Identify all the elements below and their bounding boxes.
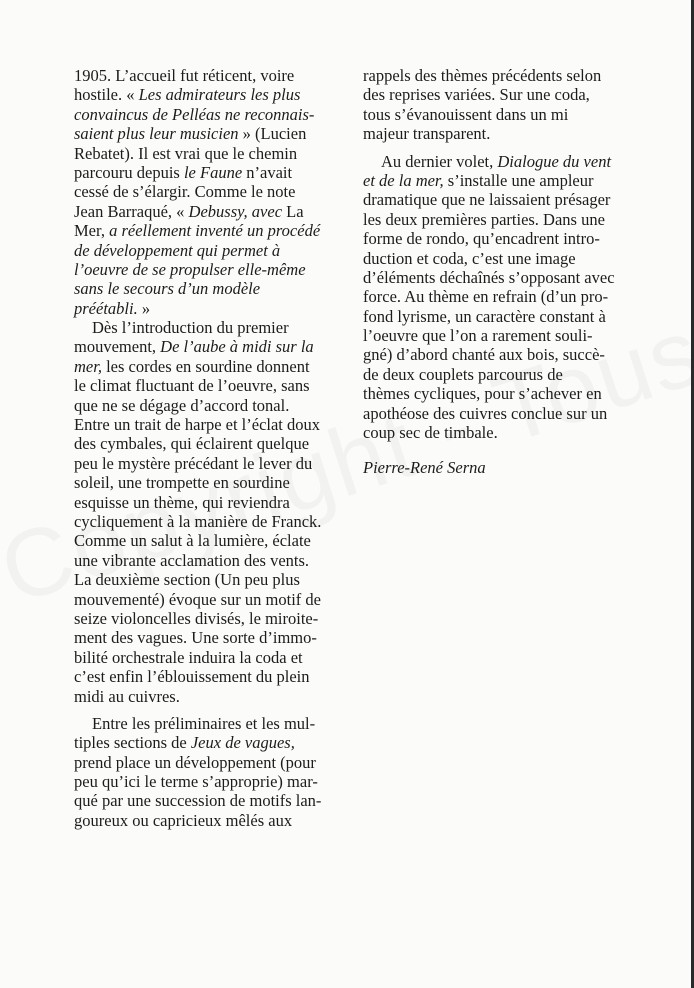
text-run: forme de rondo, qu’encadrent intro- — [363, 229, 600, 249]
italic-text: et de la mer, — [363, 170, 444, 190]
text-line — [74, 144, 350, 163]
text-line — [74, 241, 350, 260]
left-column — [74, 66, 350, 830]
text-run: des cymbales, qui éclairent quelque — [74, 434, 310, 454]
text-line — [363, 249, 641, 268]
author-signature: Pierre-René Serna — [363, 458, 486, 478]
text-line — [74, 124, 350, 143]
text-line — [74, 791, 350, 810]
italic-text: Debussy, avec — [188, 201, 283, 221]
paragraph-1 — [74, 66, 350, 318]
text-line — [363, 287, 641, 306]
text-line — [74, 260, 350, 279]
text-run: hostile. « — [74, 85, 139, 105]
italic-text: De l’aube à midi sur la — [160, 337, 314, 357]
text-line — [74, 163, 350, 182]
text-line — [74, 570, 350, 589]
text-line — [74, 687, 350, 706]
text-run: Dès l’introduction du premier — [92, 318, 289, 338]
text-run: gné) d’abord chanté aux bois, succè- — [363, 345, 605, 365]
text-line — [74, 772, 350, 791]
text-line — [74, 531, 350, 550]
text-run: peu le mystère précédant le lever du — [74, 453, 313, 473]
italic-text: Les admirateurs les plus — [138, 85, 301, 105]
text-line — [74, 221, 350, 240]
text-line — [363, 152, 641, 171]
text-run: fond lyrisme, un caractère constant à — [363, 306, 606, 326]
italic-text: a réellement inventé un procédé — [109, 221, 321, 241]
paragraph-3 — [74, 714, 350, 830]
text-line — [74, 628, 350, 647]
italic-text: convaincus de Pelléas ne reconnais- — [74, 104, 315, 124]
text-run: qué par une succession de motifs lan- — [74, 791, 322, 811]
text-run: d’éléments déchaînés s’opposant avec — [363, 267, 615, 287]
text-run: Comme un salut à la lumière, éclate — [74, 531, 311, 551]
text-run: parcouru depuis — [74, 162, 184, 182]
text-line — [74, 396, 350, 415]
paragraph-2 — [74, 318, 350, 706]
text-run: midi au cuivres. — [74, 686, 180, 706]
text-run: s’installe une ampleur — [443, 170, 594, 190]
text-line — [74, 337, 350, 356]
text-run: apothéose des cuivres conclue sur un — [363, 403, 608, 423]
text-run: Mer, — [74, 221, 110, 241]
text-run: Jean Barraqué, « — [74, 201, 189, 221]
text-line — [74, 299, 350, 318]
text-run: soleil, une trompette en sourdine — [74, 473, 290, 493]
text-line — [74, 493, 350, 512]
text-line — [74, 415, 350, 434]
text-line — [74, 454, 350, 473]
text-line — [363, 365, 641, 384]
text-run: le climat fluctuant de l’oeuvre, sans — [74, 376, 310, 396]
italic-text: Dialogue du vent — [497, 151, 612, 171]
text-run: tous s’évanouissent dans un mi — [363, 104, 569, 124]
text-line — [74, 609, 350, 628]
text-line — [363, 124, 641, 143]
text-run: Entre les préliminaires et les mul- — [92, 713, 316, 733]
text-line — [363, 326, 641, 345]
text-line — [74, 648, 350, 667]
text-run: tiples sections de — [74, 733, 191, 753]
text-run: seize violoncelles divisés, le miroite- — [74, 608, 319, 628]
text-run: bilité orchestrale induira la coda et — [74, 647, 303, 667]
text-line — [74, 357, 350, 376]
text-line — [74, 279, 350, 298]
text-run: thèmes cycliques, pour s’achever en — [363, 384, 602, 404]
text-run: mouvementé) évoque sur un motif de — [74, 589, 321, 609]
italic-text: de développement qui permet à — [74, 240, 281, 260]
italic-text: préétabli. — [74, 298, 138, 318]
text-line — [74, 202, 350, 221]
italic-text: sans le secours d’un modèle — [74, 279, 261, 299]
text-line — [74, 376, 350, 395]
text-line — [74, 182, 350, 201]
text-run: duction et coda, c’est une image — [363, 248, 576, 268]
text-line — [74, 66, 350, 85]
text-line — [363, 423, 641, 442]
text-line — [363, 85, 641, 104]
text-run: » (Lucien — [238, 124, 307, 144]
text-line — [363, 105, 641, 124]
italic-text: le Faune — [183, 162, 243, 182]
paragraph-5 — [363, 152, 641, 443]
text-run: goureux ou capricieux mêlés aux — [74, 810, 293, 830]
text-line — [363, 190, 641, 209]
text-run: de deux couplets parcourus de — [363, 364, 563, 384]
text-line — [74, 434, 350, 453]
text-run: les cordes en sourdine donnent — [101, 356, 310, 376]
text-line — [363, 384, 641, 403]
text-run: » — [137, 298, 151, 318]
text-run: La deuxième section (Un peu plus — [74, 570, 300, 590]
paragraph-gap — [363, 144, 641, 152]
text-run: Au dernier volet, — [381, 151, 498, 171]
right-column — [363, 66, 641, 478]
text-line — [74, 667, 350, 686]
text-run: des reprises variées. Sur une coda, — [363, 85, 590, 105]
text-run: les deux premières parties. Dans une — [363, 209, 605, 229]
text-line — [74, 714, 350, 733]
text-run: force. Au thème en refrain (d’un pro- — [363, 287, 609, 307]
text-run: cessé de s’élargir. Comme le note — [74, 182, 296, 202]
text-line — [363, 345, 641, 364]
text-line — [74, 105, 350, 124]
text-run: l’oeuvre que l’on a rarement souli- — [363, 326, 593, 346]
text-run: ment des vagues. Une sorte d’immo- — [74, 628, 317, 648]
text-line — [74, 551, 350, 570]
text-run: peu qu’ici le terme s’approprie) mar- — [74, 772, 318, 792]
text-run: esquisse un thème, qui reviendra — [74, 492, 290, 512]
text-run: n’avait — [242, 162, 293, 182]
text-run: La — [282, 201, 304, 221]
text-line — [74, 512, 350, 531]
text-run: majeur transparent. — [363, 124, 491, 144]
text-run: Entre un trait de harpe et l’éclat doux — [74, 415, 321, 435]
text-line — [363, 268, 641, 287]
text-line — [363, 307, 641, 326]
text-line — [74, 85, 350, 104]
text-run: rappels des thèmes précédents selon — [363, 66, 602, 85]
paragraph-4 — [363, 66, 641, 144]
text-run: 1905. L’accueil fut réticent, voire — [74, 66, 295, 85]
text-run: une vibrante acclamation des vents. — [74, 550, 310, 570]
text-line — [363, 171, 641, 190]
text-run: coup sec de timbale. — [363, 423, 498, 443]
text-run: dramatique que ne laissaient présager — [363, 190, 611, 210]
italic-text: saient plus leur musicien — [74, 124, 239, 144]
text-run: mouvement, — [74, 337, 161, 357]
paragraph-gap — [74, 706, 350, 714]
text-line — [74, 733, 350, 752]
text-line — [363, 210, 641, 229]
text-line — [74, 753, 350, 772]
text-line — [74, 811, 350, 830]
text-line — [363, 66, 641, 85]
text-line — [74, 473, 350, 492]
text-line — [74, 590, 350, 609]
text-line — [363, 229, 641, 248]
text-line — [74, 318, 350, 337]
italic-text: mer, — [74, 356, 102, 376]
text-line — [363, 404, 641, 423]
text-run: que ne se dégage d’accord tonal. — [74, 395, 290, 415]
italic-text: Jeux de vagues, — [190, 733, 295, 753]
italic-text: l’oeuvre de se propulser elle-même — [74, 259, 306, 279]
text-run: Rebatet). Il est vrai que le chemin — [74, 143, 298, 163]
text-run: c’est enfin l’éblouissement du plein — [74, 667, 310, 687]
text-run: cycliquement à la manière de Franck. — [74, 511, 322, 531]
text-run: prend place un développement (pour — [74, 752, 316, 772]
